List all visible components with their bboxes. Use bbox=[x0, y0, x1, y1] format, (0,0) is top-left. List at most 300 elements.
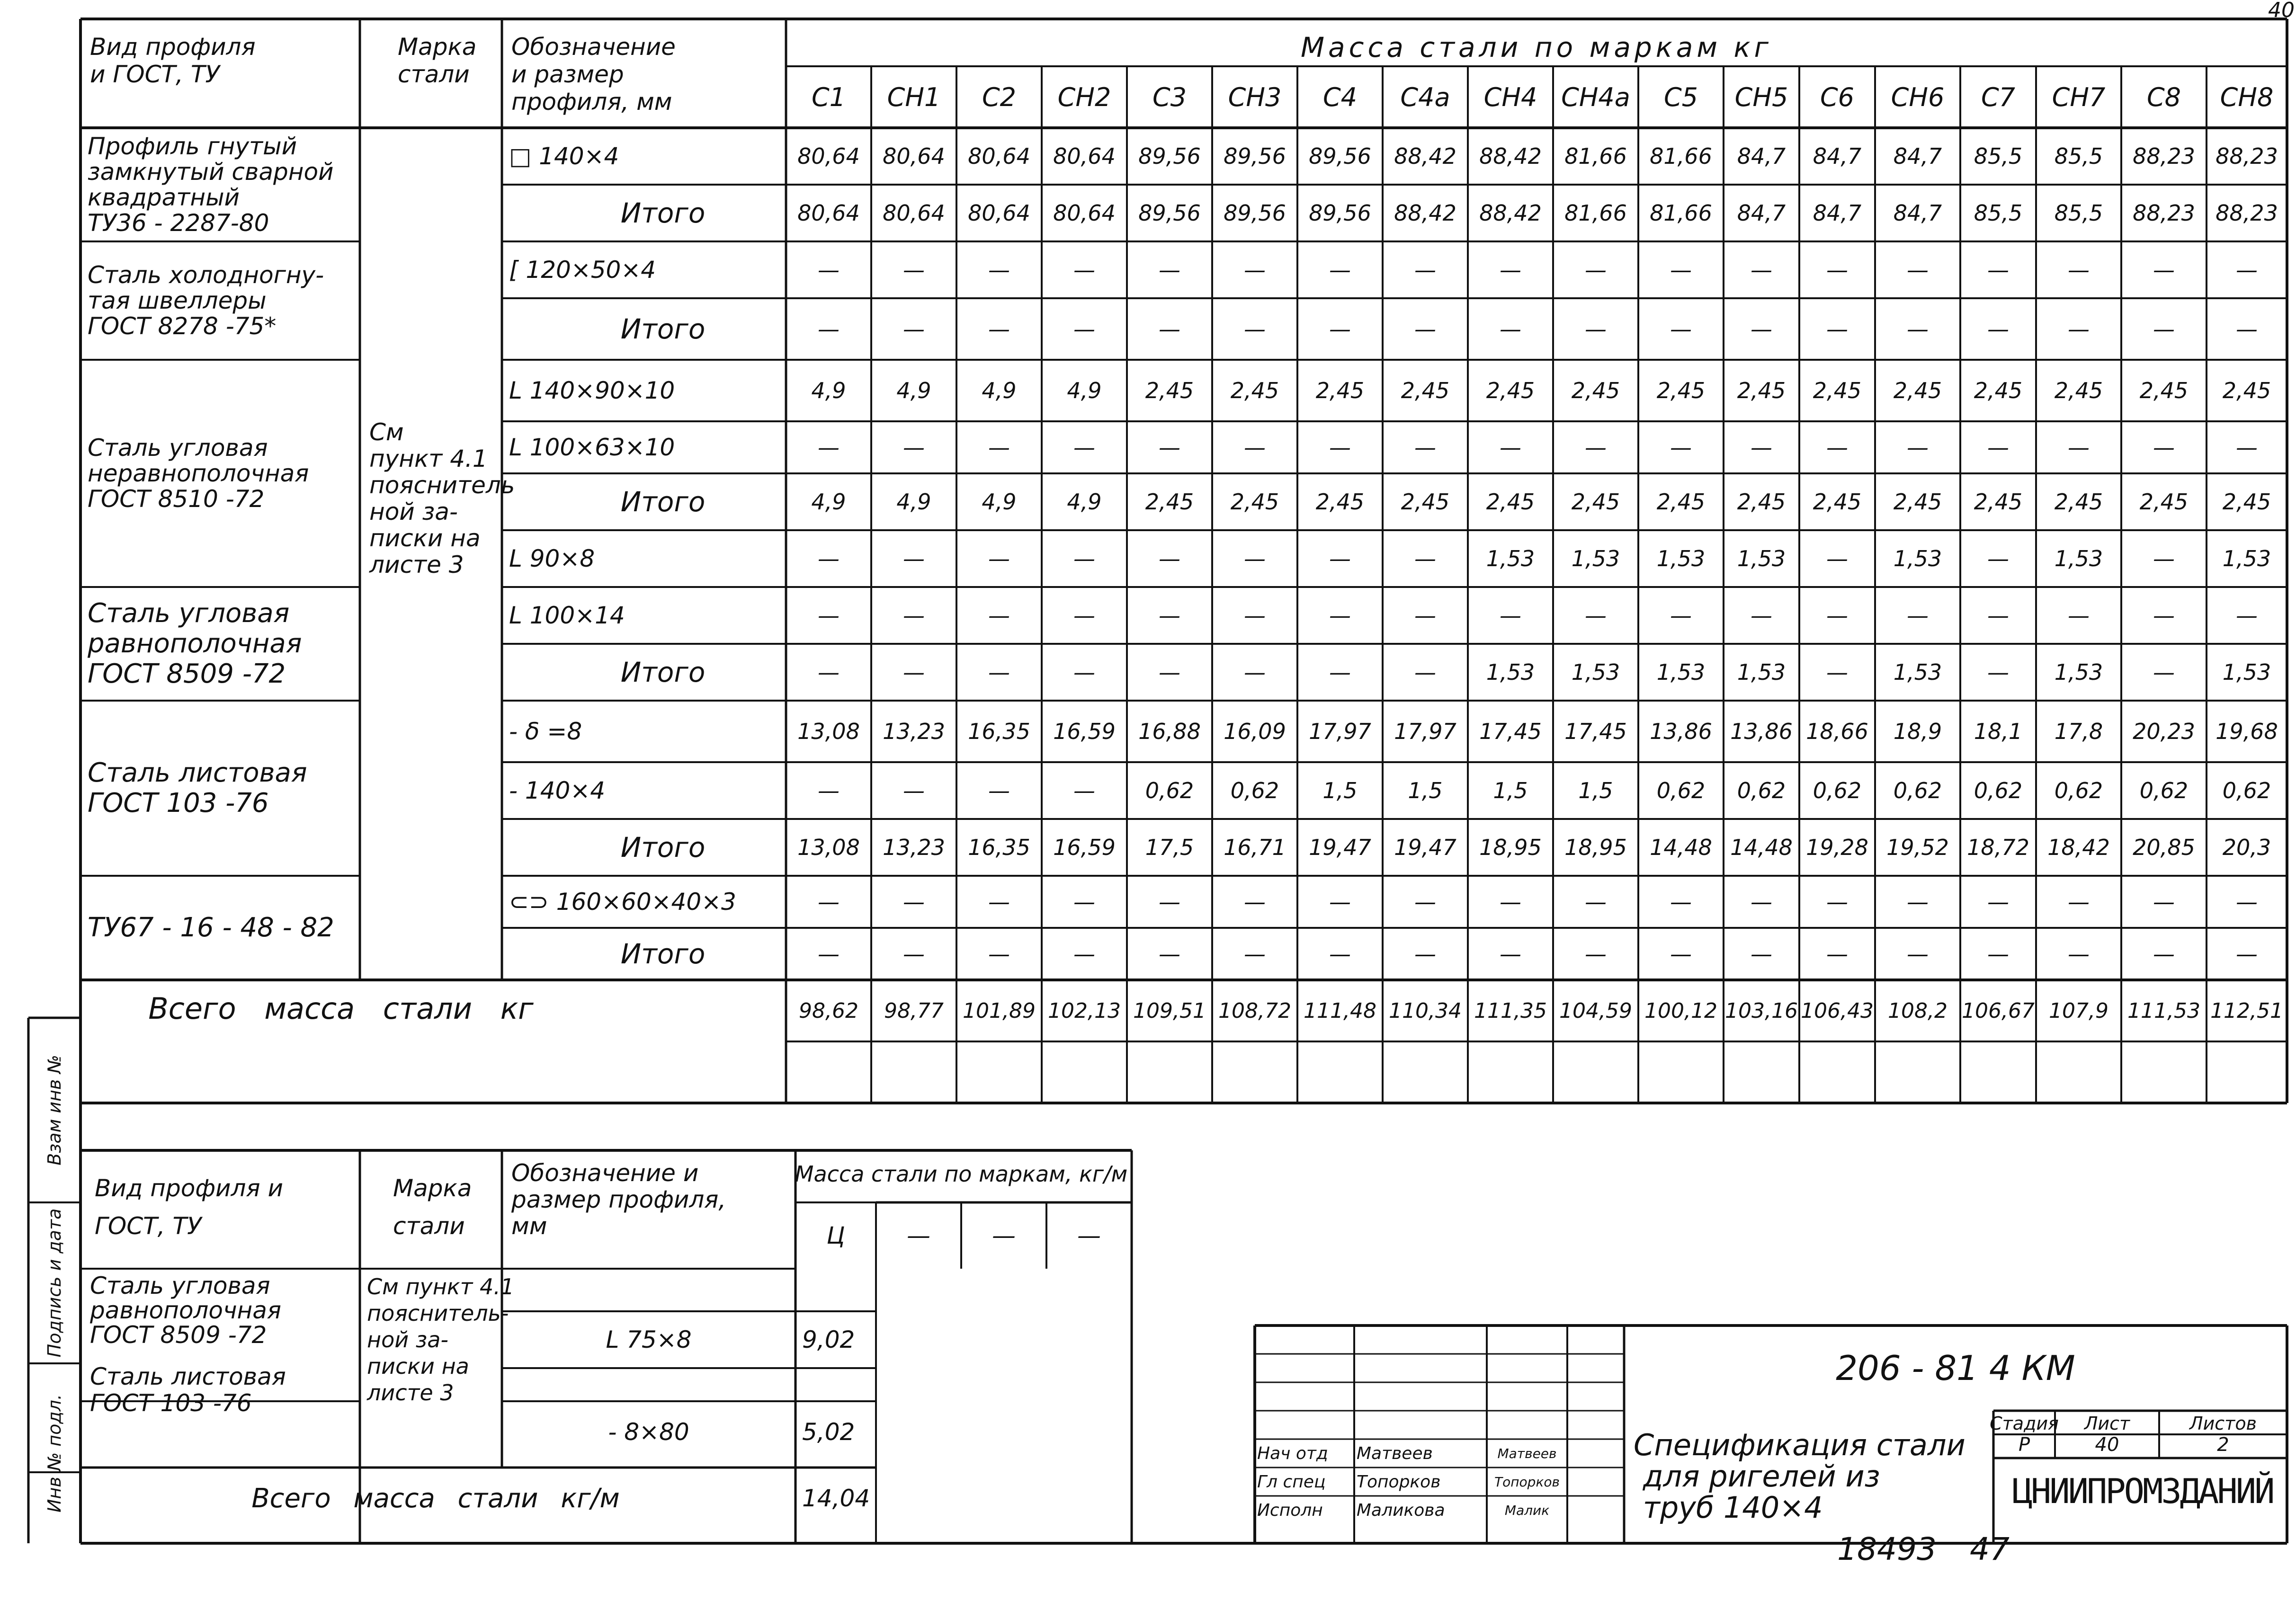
group-profile-1: Сталь холодногну- тая швеллеры ГОСТ 8278 -75* bbox=[88, 261, 324, 340]
row-designation-7: L 90×8 bbox=[509, 545, 595, 572]
table-cell: 2,45 bbox=[1893, 489, 1942, 515]
total-cell: 103,16 bbox=[1725, 998, 1798, 1023]
table-cell: — bbox=[1414, 889, 1436, 915]
table-cell: — bbox=[1244, 941, 1266, 967]
table-cell: 89,56 bbox=[1309, 143, 1371, 169]
table-cell: 0,62 bbox=[1813, 778, 1862, 803]
table-cell: 2,45 bbox=[1656, 378, 1706, 403]
table-cell: — bbox=[1414, 603, 1436, 628]
table-cell: — bbox=[1159, 316, 1180, 342]
table-cell: — bbox=[1585, 316, 1607, 342]
table-cell: — bbox=[2068, 889, 2090, 915]
row-designation-1: Итого bbox=[620, 197, 706, 229]
table-cell: — bbox=[818, 603, 840, 628]
table-cell: — bbox=[1500, 603, 1521, 628]
table-cell: 20,3 bbox=[2222, 835, 2271, 860]
table-cell: — bbox=[1329, 603, 1351, 628]
table-cell: — bbox=[903, 316, 925, 342]
table-cell: — bbox=[818, 778, 840, 803]
table-cell: 19,68 bbox=[2216, 719, 2278, 744]
table-cell: 20,85 bbox=[2133, 835, 2195, 860]
table-cell: 13,86 bbox=[1730, 719, 1793, 744]
table-cell: — bbox=[988, 257, 1010, 283]
table-cell: 1,5 bbox=[1493, 778, 1528, 803]
table-cell: 1,5 bbox=[1322, 778, 1358, 803]
table-cell: — bbox=[988, 659, 1010, 685]
table-cell: 88,42 bbox=[1394, 143, 1456, 169]
table-cell: 13,08 bbox=[797, 835, 860, 860]
table-cell: — bbox=[1670, 257, 1692, 283]
table-cell: — bbox=[1414, 257, 1436, 283]
table-cell: — bbox=[1987, 941, 2009, 967]
table-cell: — bbox=[2153, 316, 2175, 342]
table-cell: — bbox=[818, 889, 840, 915]
table-cell: 2,45 bbox=[1486, 378, 1535, 403]
total-cell: 111,48 bbox=[1304, 998, 1376, 1023]
column-header-СН3: СН3 bbox=[1228, 82, 1282, 112]
table-cell: 88,42 bbox=[1479, 143, 1542, 169]
table-cell: — bbox=[818, 257, 840, 283]
signer-role-0: Нач отд bbox=[1257, 1443, 1328, 1463]
lower-total-label: Всего масса стали кг/м bbox=[251, 1483, 620, 1514]
table-cell: — bbox=[1987, 546, 2009, 571]
table-cell: 84,7 bbox=[1893, 143, 1942, 169]
table-cell: 17,5 bbox=[1145, 835, 1194, 860]
table-cell: — bbox=[2236, 603, 2258, 628]
table-cell: 1,53 bbox=[1893, 659, 1942, 685]
column-header-СН4а: СН4а bbox=[1561, 82, 1630, 112]
table-cell: — bbox=[1907, 941, 1929, 967]
table-cell: — bbox=[818, 435, 840, 460]
table-cell: — bbox=[1073, 941, 1095, 967]
table-cell: — bbox=[1159, 659, 1180, 685]
header-designation: Обозначение и размер профиля, мм bbox=[511, 33, 676, 116]
row-designation-8: L 100×14 bbox=[509, 602, 625, 629]
table-cell: 88,42 bbox=[1479, 200, 1542, 226]
table-cell: — bbox=[2068, 435, 2090, 460]
table-cell: 13,23 bbox=[883, 719, 945, 744]
table-cell: — bbox=[2153, 941, 2175, 967]
total-cell: 111,35 bbox=[1474, 998, 1547, 1023]
table-cell: 80,64 bbox=[797, 143, 860, 169]
table-cell: 80,64 bbox=[883, 143, 945, 169]
stage-label: Стадия bbox=[1990, 1413, 2059, 1434]
table-cell: — bbox=[2153, 889, 2175, 915]
table-cell: — bbox=[1670, 889, 1692, 915]
group-profile-2: Сталь угловая неравнополочная ГОСТ 8510 -72 bbox=[88, 434, 309, 513]
table-cell: — bbox=[1329, 257, 1351, 283]
table-cell: — bbox=[1751, 316, 1772, 342]
row-designation-2: [ 120×50×4 bbox=[509, 256, 656, 284]
row-designation-6: Итого bbox=[620, 486, 706, 518]
column-header-С8: С8 bbox=[2146, 82, 2181, 112]
table-cell: 2,45 bbox=[1145, 489, 1194, 515]
page-number: 40 bbox=[2268, 0, 2295, 22]
column-header-С6: С6 bbox=[1820, 82, 1855, 112]
lower-designation-label: Обозначение и размер профиля, мм bbox=[511, 1159, 726, 1240]
total-cell: 111,53 bbox=[2127, 998, 2200, 1023]
table-cell: 19,28 bbox=[1806, 835, 1868, 860]
table-cell: — bbox=[1826, 941, 1848, 967]
table-cell: — bbox=[1500, 257, 1521, 283]
total-cell: 106,43 bbox=[1801, 998, 1874, 1023]
table-cell: 85,5 bbox=[2054, 200, 2103, 226]
table-cell: — bbox=[903, 257, 925, 283]
table-cell: 0,62 bbox=[1656, 778, 1706, 803]
row-designation-11: - 140×4 bbox=[509, 777, 606, 804]
table-cell: 2,45 bbox=[1893, 378, 1942, 403]
table-cell: 2,45 bbox=[1401, 489, 1450, 515]
table-cell: — bbox=[1414, 546, 1436, 571]
signer-signature-0: Матвеев bbox=[1497, 1445, 1557, 1461]
table-cell: 89,56 bbox=[1224, 143, 1286, 169]
table-cell: 4,9 bbox=[896, 378, 931, 403]
table-cell: 4,9 bbox=[1067, 378, 1102, 403]
table-cell: 16,59 bbox=[1053, 719, 1116, 744]
table-cell: 4,9 bbox=[982, 378, 1017, 403]
group-profile-4: Сталь листовая ГОСТ 103 -76 bbox=[88, 757, 307, 818]
lower-group-2: Сталь листовая ГОСТ 103 -76 bbox=[90, 1363, 286, 1417]
lower-row2-value: 5,02 bbox=[802, 1418, 855, 1446]
sheets-label: Листов bbox=[2189, 1413, 2257, 1434]
table-cell: 2,45 bbox=[2054, 489, 2103, 515]
table-cell: — bbox=[1500, 316, 1521, 342]
table-cell: 88,23 bbox=[2216, 143, 2278, 169]
table-cell: — bbox=[1414, 941, 1436, 967]
table-cell: — bbox=[1585, 941, 1607, 967]
table-cell: — bbox=[1073, 316, 1095, 342]
lower-grade-label: Марка стали bbox=[393, 1174, 472, 1240]
header-profile: Вид профиля и ГОСТ, ТУ bbox=[90, 33, 256, 88]
table-cell: 0,62 bbox=[1230, 778, 1279, 803]
table-cell: — bbox=[1414, 316, 1436, 342]
table-cell: — bbox=[1329, 659, 1351, 685]
table-cell: — bbox=[988, 778, 1010, 803]
table-cell: — bbox=[818, 941, 840, 967]
table-cell: — bbox=[1987, 659, 2009, 685]
table-cell: 4,9 bbox=[896, 489, 931, 515]
table-cell: — bbox=[1159, 941, 1180, 967]
total-cell: 104,59 bbox=[1559, 998, 1632, 1023]
bottom-num-2: 47 bbox=[1970, 1531, 2010, 1567]
side-stamp-0: Инв № подл. bbox=[44, 1394, 65, 1513]
table-cell: 2,45 bbox=[2139, 489, 2189, 515]
table-cell: 89,56 bbox=[1138, 143, 1201, 169]
table-cell: 16,09 bbox=[1224, 719, 1286, 744]
table-cell: — bbox=[2068, 257, 2090, 283]
table-cell: — bbox=[1826, 603, 1848, 628]
table-cell: — bbox=[1073, 659, 1095, 685]
table-cell: — bbox=[2153, 603, 2175, 628]
table-cell: 1,53 bbox=[2222, 546, 2271, 571]
table-cell: 1,53 bbox=[2054, 659, 2103, 685]
table-cell: 1,53 bbox=[1656, 546, 1706, 571]
table-cell: 2,45 bbox=[1571, 378, 1620, 403]
column-header-СН4: СН4 bbox=[1483, 82, 1537, 112]
header-mass: Масса стали по маркам кг bbox=[1301, 31, 1772, 63]
total-cell: 98,62 bbox=[799, 998, 858, 1023]
table-cell: — bbox=[1987, 316, 2009, 342]
table-cell: 4,9 bbox=[811, 378, 846, 403]
table-cell: 2,45 bbox=[1974, 489, 2023, 515]
table-cell: — bbox=[1751, 941, 1772, 967]
lower-row1-value: 9,02 bbox=[802, 1326, 855, 1353]
table-cell: 0,62 bbox=[2222, 778, 2271, 803]
table-cell: — bbox=[818, 659, 840, 685]
table-cell: 2,45 bbox=[2139, 378, 2189, 403]
table-cell: 2,45 bbox=[1486, 489, 1535, 515]
table-cell: 81,66 bbox=[1650, 143, 1712, 169]
table-cell: — bbox=[1244, 659, 1266, 685]
table-cell: — bbox=[903, 546, 925, 571]
table-cell: — bbox=[2153, 435, 2175, 460]
table-cell: 89,56 bbox=[1224, 200, 1286, 226]
table-cell: — bbox=[1244, 316, 1266, 342]
table-cell: 18,1 bbox=[1974, 719, 2023, 744]
table-cell: 88,23 bbox=[2133, 200, 2195, 226]
table-cell: — bbox=[1244, 435, 1266, 460]
stage-value: Р bbox=[2018, 1434, 2030, 1456]
table-cell: — bbox=[818, 316, 840, 342]
table-cell: — bbox=[1244, 889, 1266, 915]
table-cell: 14,48 bbox=[1730, 835, 1793, 860]
table-cell: 4,9 bbox=[1067, 489, 1102, 515]
signer-name-0: Матвеев bbox=[1357, 1443, 1433, 1463]
total-cell: 108,2 bbox=[1888, 998, 1948, 1023]
table-cell: 2,45 bbox=[1571, 489, 1620, 515]
table-cell: — bbox=[1670, 941, 1692, 967]
column-header-СН2: СН2 bbox=[1057, 82, 1111, 112]
table-cell: 1,53 bbox=[1656, 659, 1706, 685]
table-cell: — bbox=[988, 603, 1010, 628]
table-cell: — bbox=[1329, 316, 1351, 342]
table-cell: 0,62 bbox=[1145, 778, 1194, 803]
table-cell: 13,23 bbox=[883, 835, 945, 860]
column-header-СН6: СН6 bbox=[1891, 82, 1945, 112]
table-cell: — bbox=[1987, 889, 2009, 915]
table-cell: 19,52 bbox=[1886, 835, 1949, 860]
row-designation-12: Итого bbox=[620, 831, 706, 863]
table-cell: 2,45 bbox=[1145, 378, 1194, 403]
table-cell: 16,71 bbox=[1224, 835, 1286, 860]
doc-title: Спецификация стали для ригелей из труб 140×4 bbox=[1634, 1428, 1965, 1525]
table-cell: 17,97 bbox=[1309, 719, 1371, 744]
header-grade: Марка стали bbox=[398, 33, 477, 88]
table-cell: 80,64 bbox=[797, 200, 860, 226]
table-cell: — bbox=[1907, 316, 1929, 342]
table-cell: 18,42 bbox=[2047, 835, 2110, 860]
table-cell: 14,48 bbox=[1650, 835, 1712, 860]
total-cell: 112,51 bbox=[2210, 998, 2283, 1023]
table-cell: — bbox=[903, 941, 925, 967]
column-header-С7: С7 bbox=[1981, 82, 2016, 112]
table-cell: 1,53 bbox=[2054, 546, 2103, 571]
table-cell: 1,53 bbox=[1486, 659, 1535, 685]
table-cell: 89,56 bbox=[1309, 200, 1371, 226]
doc-code: 206 - 81 4 КМ bbox=[1836, 1348, 2075, 1388]
org-name: ЦНИИПРОМЗДАНИЙ bbox=[2012, 1471, 2273, 1511]
lower-row1-designation: L 75×8 bbox=[606, 1326, 692, 1353]
total-cell: 102,13 bbox=[1048, 998, 1121, 1023]
total-cell: 106,67 bbox=[1962, 998, 2035, 1023]
table-cell: 0,62 bbox=[2139, 778, 2189, 803]
table-cell: 18,66 bbox=[1806, 719, 1868, 744]
grade-text: См пункт 4.1 пояснитель ной за- писки на листе 3 bbox=[369, 418, 515, 578]
table-cell: — bbox=[818, 546, 840, 571]
table-cell: — bbox=[2236, 257, 2258, 283]
table-cell: 88,23 bbox=[2133, 143, 2195, 169]
table-cell: 80,64 bbox=[968, 200, 1030, 226]
lower-total-value: 14,04 bbox=[802, 1485, 870, 1512]
table-cell: — bbox=[2236, 889, 2258, 915]
table-cell: — bbox=[988, 316, 1010, 342]
table-cell: 16,88 bbox=[1138, 719, 1201, 744]
lower-grade-text: См пункт 4.1 пояснитель- ной за- писки на листе 3 bbox=[367, 1274, 515, 1406]
row-designation-4: L 140×90×10 bbox=[509, 377, 675, 404]
table-cell: — bbox=[903, 659, 925, 685]
table-cell: — bbox=[1585, 257, 1607, 283]
table-cell: — bbox=[1987, 257, 2009, 283]
table-cell: — bbox=[1329, 435, 1351, 460]
table-cell: 1,53 bbox=[1893, 546, 1942, 571]
table-cell: 17,97 bbox=[1394, 719, 1456, 744]
table-cell: — bbox=[988, 941, 1010, 967]
table-cell: 2,45 bbox=[1974, 378, 2023, 403]
signer-role-2: Исполн bbox=[1257, 1500, 1323, 1520]
sheet-label: Лист bbox=[2084, 1413, 2130, 1434]
table-cell: 1,53 bbox=[1737, 659, 1786, 685]
table-cell: — bbox=[1585, 603, 1607, 628]
side-stamp-2: Взам инв № bbox=[44, 1055, 65, 1165]
table-cell: — bbox=[1670, 316, 1692, 342]
table-cell: — bbox=[1987, 603, 2009, 628]
table-cell: — bbox=[1073, 889, 1095, 915]
table-cell: — bbox=[988, 546, 1010, 571]
bottom-num-1: 18493 bbox=[1837, 1531, 1937, 1567]
table-cell: — bbox=[1244, 257, 1266, 283]
table-cell: — bbox=[2068, 603, 2090, 628]
sheet-value: 40 bbox=[2095, 1434, 2119, 1456]
table-cell: — bbox=[1670, 435, 1692, 460]
signer-signature-1: Топорков bbox=[1494, 1474, 1560, 1490]
table-cell: 2,45 bbox=[1737, 378, 1786, 403]
table-cell: 17,8 bbox=[2054, 719, 2103, 744]
table-cell: 1,53 bbox=[1571, 659, 1620, 685]
total-cell: 107,9 bbox=[2049, 998, 2108, 1023]
table-cell: — bbox=[903, 889, 925, 915]
table-cell: — bbox=[903, 435, 925, 460]
table-cell: 18,95 bbox=[1564, 835, 1627, 860]
table-cell: 0,62 bbox=[1974, 778, 2023, 803]
table-cell: — bbox=[1073, 257, 1095, 283]
lower-col-c: Ц bbox=[826, 1222, 845, 1249]
table-cell: — bbox=[1500, 941, 1521, 967]
table-cell: 81,66 bbox=[1564, 143, 1627, 169]
table-cell: 84,7 bbox=[1813, 200, 1862, 226]
column-header-СН8: СН8 bbox=[2220, 82, 2274, 112]
table-cell: 0,62 bbox=[1893, 778, 1942, 803]
table-cell: 17,45 bbox=[1564, 719, 1627, 744]
row-designation-5: L 100×63×10 bbox=[509, 434, 675, 461]
table-cell: — bbox=[1907, 435, 1929, 460]
table-cell: — bbox=[988, 435, 1010, 460]
group-profile-3: Сталь угловая равнополочная ГОСТ 8509 -72 bbox=[88, 598, 302, 689]
table-cell: — bbox=[2068, 941, 2090, 967]
lower-col-dash-2: — bbox=[992, 1222, 1016, 1249]
table-cell: 80,64 bbox=[883, 200, 945, 226]
table-cell: — bbox=[1826, 257, 1848, 283]
table-cell: 80,64 bbox=[1053, 200, 1116, 226]
total-cell: 101,89 bbox=[963, 998, 1036, 1023]
table-cell: — bbox=[903, 778, 925, 803]
table-cell: 18,72 bbox=[1967, 835, 2029, 860]
table-cell: 2,45 bbox=[1813, 378, 1862, 403]
table-cell: 80,64 bbox=[1053, 143, 1116, 169]
table-cell: 2,45 bbox=[1315, 378, 1365, 403]
table-cell: — bbox=[1826, 659, 1848, 685]
table-cell: 20,23 bbox=[2133, 719, 2195, 744]
table-cell: 0,62 bbox=[1737, 778, 1786, 803]
table-cell: 84,7 bbox=[1813, 143, 1862, 169]
table-cell: 0,62 bbox=[2054, 778, 2103, 803]
column-header-С4а: С4а bbox=[1400, 82, 1450, 112]
table-cell: — bbox=[1585, 889, 1607, 915]
table-cell: 2,45 bbox=[1401, 378, 1450, 403]
table-cell: — bbox=[1987, 435, 2009, 460]
table-cell: 4,9 bbox=[982, 489, 1017, 515]
table-cell: — bbox=[1907, 257, 1929, 283]
column-header-СН7: СН7 bbox=[2052, 82, 2106, 112]
table-cell: 2,45 bbox=[1230, 489, 1279, 515]
table-cell: — bbox=[1826, 435, 1848, 460]
column-header-С4: С4 bbox=[1322, 82, 1358, 112]
table-cell: — bbox=[1244, 603, 1266, 628]
signer-role-1: Гл спец bbox=[1257, 1472, 1326, 1492]
table-cell: 89,56 bbox=[1138, 200, 1201, 226]
table-cell: 85,5 bbox=[2054, 143, 2103, 169]
table-cell: — bbox=[1414, 435, 1436, 460]
table-cell: 17,45 bbox=[1479, 719, 1542, 744]
table-cell: 2,45 bbox=[2222, 489, 2271, 515]
table-cell: — bbox=[2153, 659, 2175, 685]
sheets-value: 2 bbox=[2217, 1434, 2229, 1456]
table-cell: — bbox=[2153, 257, 2175, 283]
table-cell: — bbox=[1500, 889, 1521, 915]
table-cell: 19,47 bbox=[1394, 835, 1456, 860]
table-cell: — bbox=[2236, 316, 2258, 342]
column-header-С5: С5 bbox=[1663, 82, 1698, 112]
lower-mass-label: Масса стали по маркам, кг/м bbox=[795, 1161, 1128, 1187]
table-cell: 85,5 bbox=[1974, 200, 2023, 226]
row-designation-0: □ 140×4 bbox=[509, 142, 619, 170]
table-cell: 2,45 bbox=[1230, 378, 1279, 403]
lower-row2-designation: - 8×80 bbox=[608, 1418, 689, 1446]
table-cell: 16,59 bbox=[1053, 835, 1116, 860]
signer-name-1: Топорков bbox=[1357, 1472, 1441, 1492]
table-cell: 1,53 bbox=[1737, 546, 1786, 571]
table-cell: 13,08 bbox=[797, 719, 860, 744]
table-cell: 88,23 bbox=[2216, 200, 2278, 226]
table-cell: — bbox=[1751, 889, 1772, 915]
table-cell: — bbox=[1751, 435, 1772, 460]
table-cell: 16,35 bbox=[968, 719, 1030, 744]
total-cell: 109,51 bbox=[1133, 998, 1206, 1023]
table-cell: — bbox=[1826, 889, 1848, 915]
table-cell: — bbox=[1826, 316, 1848, 342]
column-header-С3: С3 bbox=[1152, 82, 1187, 112]
table-cell: — bbox=[2236, 941, 2258, 967]
table-cell: 16,35 bbox=[968, 835, 1030, 860]
